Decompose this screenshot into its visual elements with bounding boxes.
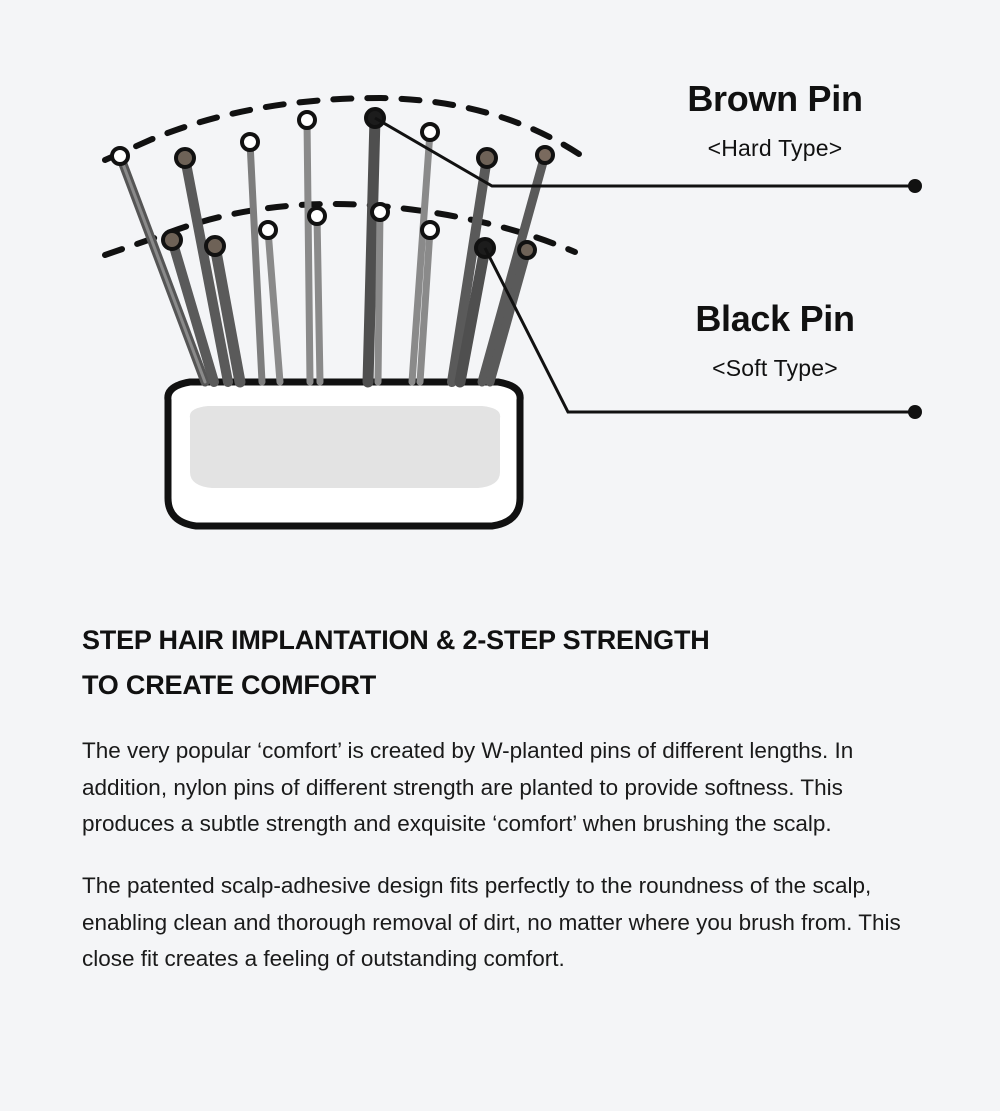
section-headline: STEP HAIR IMPLANTATION & 2-STEP STRENGTH TO CREATE COMFORT <box>82 625 710 700</box>
brush-head-shape <box>168 382 520 526</box>
body-paragraph-1: The very popular ‘comfort’ is created by W-planted pins of different lengths. In addition, nylon pins of different strength are planted to provide softness. This produces a subtle strength and exquisite ‘comfort’ when brushing the scalp. <box>82 738 854 836</box>
callout-brown-pin-title: Brown Pin <box>687 78 863 119</box>
callout-brown-pin <box>610 78 940 162</box>
body-paragraph-2: The patented scalp-adhesive design fits perfectly to the roundness of the scalp, enabling clean and thorough removal of dirt, no matter where you brush from. This close fit creates a feeling of outstanding comfort. <box>82 873 901 972</box>
callout-black-pin-title: Black Pin <box>695 298 855 339</box>
callout-brown-pin-subtitle: <Hard Type> <box>707 135 843 162</box>
callout-black-pin <box>610 298 940 382</box>
description-section <box>82 618 918 978</box>
callout-black-pin-subtitle: <Soft Type> <box>712 355 838 382</box>
